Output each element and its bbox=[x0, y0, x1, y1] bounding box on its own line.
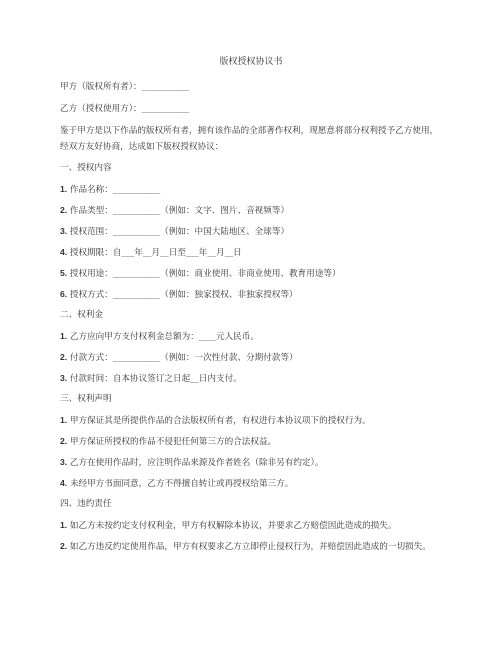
party-a-line: 甲方（版权所有者）：___________ bbox=[60, 82, 189, 92]
section-heading-1: 一、授权内容 bbox=[60, 163, 112, 173]
clause-1-5 bbox=[60, 268, 341, 280]
clause-3-2 bbox=[60, 436, 276, 448]
clause-number: 4. bbox=[60, 478, 68, 488]
clause-1-6 bbox=[60, 289, 298, 301]
intro-paragraph: 鉴于甲方是以下作品的版权所有者，拥有该作品的全部著作权利，现愿意将部分权利授予乙方使用，经双方友好协商，达成如下版权授权协议： bbox=[60, 126, 439, 152]
clause-text: 甲方保证其是所提供作品的合法版权所有者，有权进行本协议项下的授权行为。 bbox=[67, 416, 371, 426]
clause-4-2 bbox=[60, 539, 444, 556]
clause-number: 1. bbox=[60, 331, 68, 341]
clause-3-3 bbox=[60, 457, 323, 469]
clause-text: 授权用途：___________（例如：商业使用、非商业使用、教育用途等） bbox=[67, 269, 341, 279]
clause-text: 乙方应向甲方支付权利金总额为：____元人民币。 bbox=[67, 332, 259, 342]
clause-number: 1. bbox=[60, 184, 68, 194]
clause-text: 付款方式：___________（例如：一次性付款、分期付款等） bbox=[67, 353, 298, 363]
clause-text: 付款时间：自本协议签订之日起__日内支付。 bbox=[67, 374, 242, 384]
clause-1-2 bbox=[60, 205, 289, 217]
clause-4-1 bbox=[60, 520, 396, 532]
clause-3-1 bbox=[60, 415, 371, 427]
section-heading-2: 二、权利金 bbox=[60, 310, 103, 320]
clause-number: 3. bbox=[60, 457, 68, 467]
document-title: 版权授权协议书 bbox=[219, 57, 283, 67]
clause-1-1 bbox=[60, 184, 160, 196]
clause-text: 作品类型：___________（例如：文字、图片、音视频等） bbox=[67, 206, 290, 216]
clause-number: 4. bbox=[60, 247, 68, 257]
section-heading-4: 四、违约责任 bbox=[60, 499, 112, 509]
clause-2-2 bbox=[60, 352, 298, 364]
clause-text: 授权方式：___________（例如：独家授权、非独家授权等） bbox=[67, 290, 298, 300]
clause-3-4 bbox=[60, 478, 293, 490]
clause-1-3 bbox=[60, 226, 289, 238]
clause-number: 1. bbox=[60, 520, 68, 530]
clause-text: 如乙方未按约定支付权利金，甲方有权解除本协议，并要求乙方赔偿因此造成的损失。 bbox=[67, 521, 397, 531]
clause-2-3 bbox=[60, 373, 242, 385]
clause-number: 2. bbox=[60, 541, 68, 551]
clause-number: 2. bbox=[60, 352, 68, 362]
clause-number: 3. bbox=[60, 226, 68, 236]
clause-number: 1. bbox=[60, 415, 68, 425]
clause-number: 3. bbox=[60, 373, 68, 383]
clause-text: 甲方保证所授权的作品不侵犯任何第三方的合法权益。 bbox=[67, 437, 277, 447]
clause-1-4 bbox=[60, 247, 242, 259]
clause-text: 授权范围：___________（例如：中国大陆地区、全球等） bbox=[67, 227, 290, 237]
clause-text: 乙方在使用作品时，应注明作品来源及作者姓名（除非另有约定）。 bbox=[67, 458, 324, 468]
party-b-line: 乙方（授权使用方）：___________ bbox=[60, 104, 189, 114]
clause-text: 未经甲方书面同意，乙方不得擅自转让或再授权给第三方。 bbox=[67, 479, 294, 489]
clause-number: 2. bbox=[60, 436, 68, 446]
clause-number: 5. bbox=[60, 268, 68, 278]
clause-number: 2. bbox=[60, 205, 68, 215]
section-heading-3: 三、权利声明 bbox=[60, 394, 112, 404]
clause-text: 授权期限：自___年__月__日至___年__月__日 bbox=[67, 248, 242, 258]
clause-text: 作品名称：___________ bbox=[67, 185, 161, 195]
clause-number: 6. bbox=[60, 289, 68, 299]
clause-text: 如乙方违反约定使用作品，甲方有权要求乙方立即停止侵权行为，并赔偿因此造成的一切损失。 bbox=[67, 542, 431, 552]
clause-2-1 bbox=[60, 331, 259, 343]
